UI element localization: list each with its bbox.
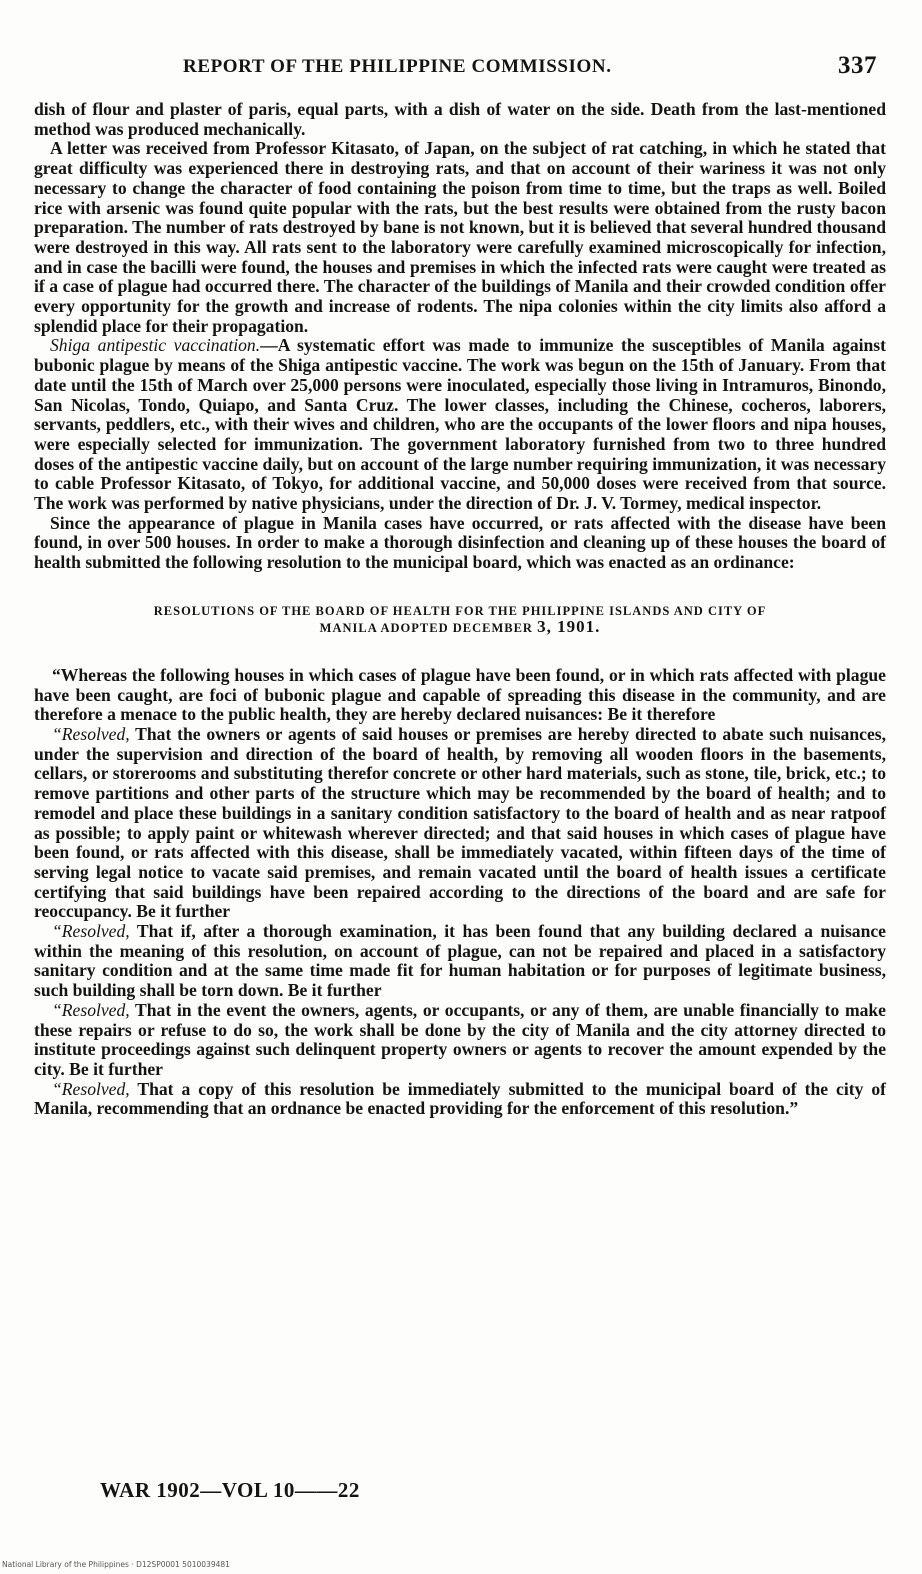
footer-credit: National Library of the Philippines · D12SP0001 5010039481 [2, 1560, 230, 1569]
paragraph-flour-dish: dish of flour and plaster of paris, equal parts, with a dish of water on the side. Death from the last-mentioned method was produced mechanically. [34, 99, 886, 139]
paragraph-resolved-4 [34, 1080, 886, 1119]
paragraph-shiga-vaccination [34, 336, 886, 513]
subheading-shiga: Shiga antipestic vaccination. [50, 335, 261, 356]
signature-line: WAR 1902—VOL 10——22 [100, 1478, 360, 1502]
resolved-lead-2: “Resolved, [52, 921, 130, 942]
resolutions-heading-prefix: MANILA ADOPTED DECEMBER [319, 620, 533, 635]
paragraph-resolved-1 [34, 725, 886, 922]
resolved-text-1: That the owners or agents of said houses or premises are hereby directed to abate such nuisances, under the supervision and direction of the board of health, by removing all wooden floors in the basements, cellars, or storerooms and substituting therefor concrete or other hard materials, such as stone, tile, brick, etc.; to remove partitions and other parts of the structure which may be recommended by the board of health; and to remodel and place these buildings in a sanitary condition satisfactory to the board of health and as near ratpoof as possible; to apply paint or whitewash wherever directed; and that said houses in which cases of plague have been found, or rats affected with this disease, shall be immediately vacated, within fifteen days of the time of serving legal notice to vacate said premises, and remain vacated until the board of health issues a certificate certifying that said buildings have been repaired according to the directions of the board and are safe for reoccupancy. Be it further [34, 723, 886, 922]
paragraph-shiga-text: —A systematic effort was made to immunize the susceptibles of Manila against bubonic plague by means of the Shiga antipestic vaccine. The work was begun on the 15th of January. From that date until the 15th of March over 25,000 persons were inoculated, especially those living in Intramuros, Binondo, San Nicolas, Tondo, Quiapo, and Santa Cruz. The lower classes, including the Chinese, cocheros, laborers, servants, peddlers, etc., with their wives and children, who are the occupants of the lower floors and nipa houses, were especially selected for immunization. The government laboratory furnished from two to three hundred doses of the antipestic vaccine daily, but on account of the large number requiring immunization, it was necessary to cable Professor Kitasato, of Tokyo, for additional vaccine, and 50,000 doses were received from that source. The work was performed by native physicians, under the direction of Dr. J. V. Tormey, medical inspector. [34, 335, 886, 514]
resolved-lead-1: “Resolved, [52, 723, 130, 744]
resolved-text-2: That if, after a thorough examination, it has been found that any building declared a nuisance within the meaning of this resolution, on account of plague, can not be repaired and placed in a satisfactory sanitary condition and at the same time made fit for human habitation or for purposes of legitimate business, such building shall be torn down. Be it further [34, 921, 886, 1001]
paragraph-resolved-2 [34, 922, 886, 1001]
resolutions-heading-line-2 [34, 616, 886, 636]
resolved-text-3: That in the event the owners, agents, or occupants, or any of them, are unable financially to make these repairs or refuse to do so, the work shall be done by the city of Manila and the city attorney directed to institute proceedings against such delinquent property owners or agents to recover the amount expended by the city. Be it further [34, 999, 886, 1079]
paragraph-whereas: “Whereas the following houses in which cases of plague have been found, or in which rats affected with plague have been caught, are foci of bubonic plague and capable of spreading this disease in the community, and are therefore a menace to the public health, they are hereby declared nuisances: Be it therefore [34, 664, 886, 725]
resolved-text-4: That a copy of this resolution be immediately submitted to the municipal board of the city of Manila, recommending that an ordnance be enacted providing for the enforcement of this resolution.” [34, 1078, 886, 1119]
page-number: 337 [838, 52, 877, 79]
paragraph-kitasato-letter: A letter was received from Professor Kitasato, of Japan, on the subject of rat catching, in which he stated that great difficulty was experienced there in destroying rats, and that on account of their wariness it was not only necessary to change the character of food containing the poison from time to time, but the traps as well. Boiled rice with arsenic was found quite popular with the rats, but the best results were obtained from the rusty bacon preparation. The number of rats destroyed by bane is not known, but it is believed that several hundred thousand were destroyed in this way. All rats sent to the laboratory were carefully examined microscopically for infection, and in case the bacilli were found, the houses and premises in which the infected rats were caught were treated as if a case of plague had occurred there. The character of the buildings of Manila and their crowded condition offer every opportunity for the growth and increase of rodents. The nipa colonies within the city limits also afford a splendid place for their propagation. [34, 138, 886, 336]
body-text [34, 100, 886, 1119]
paragraph-resolved-3 [34, 1001, 886, 1080]
running-head: REPORT OF THE PHILIPPINE COMMISSION. [183, 56, 612, 77]
resolved-lead-4: “Resolved, [52, 1078, 130, 1099]
resolutions-heading-date: 3, 1901. [537, 616, 601, 636]
paragraph-plague-houses: Since the appearance of plague in Manila cases have occurred, or rats affected with the disease have been found, in over 500 houses. In order to make a thorough disinfection and cleaning up of these houses the board of health submitted the following resolution to the municipal board, which was enacted as an ordinance: [34, 512, 886, 573]
resolved-lead-3: “Resolved, [52, 999, 130, 1020]
resolutions-heading [34, 603, 886, 636]
resolutions-heading-line-1: RESOLUTIONS OF THE BOARD OF HEALTH FOR THE PHILIPPINE ISLANDS AND CITY OF [153, 603, 767, 618]
